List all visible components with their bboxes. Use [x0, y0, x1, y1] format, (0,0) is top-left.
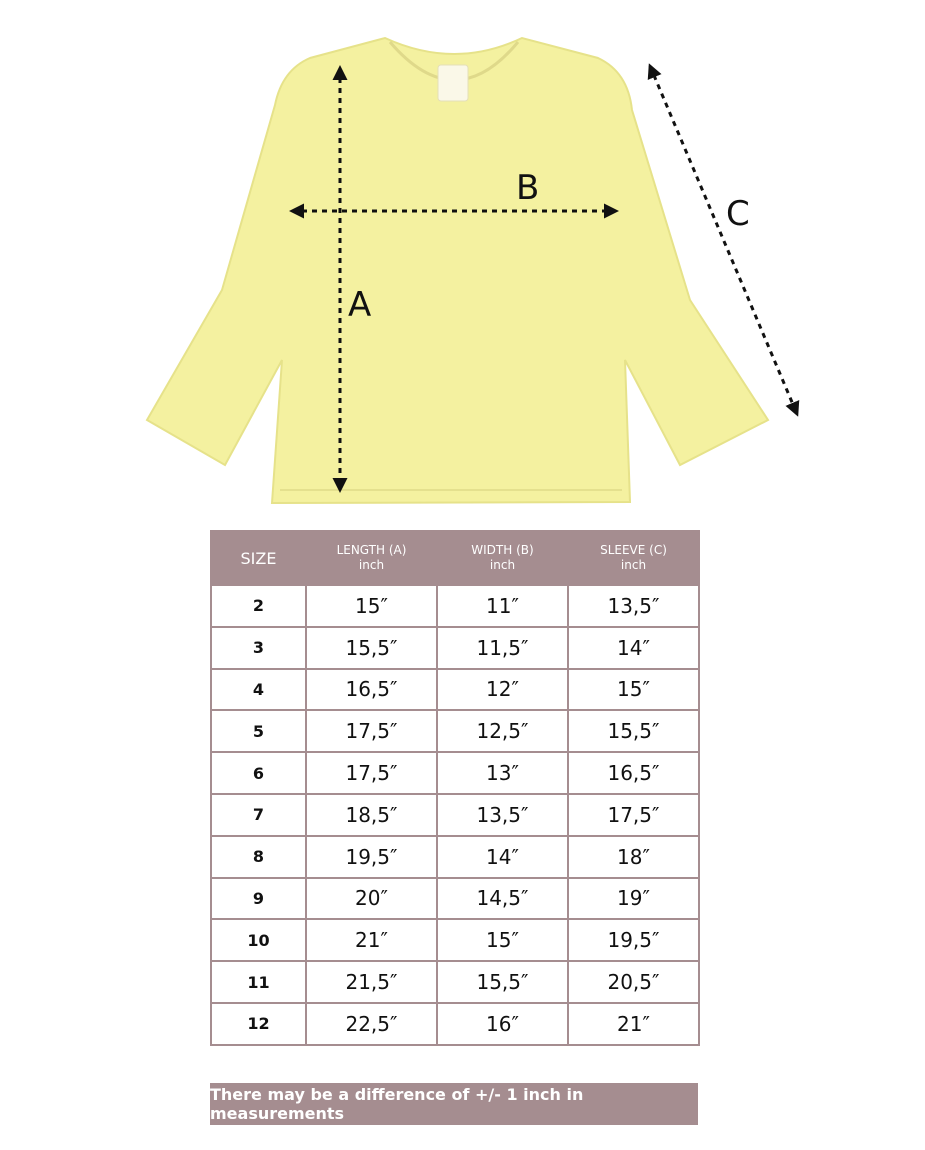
- length-cell: 17,5″: [306, 710, 437, 752]
- width-cell: 13,5″: [437, 794, 568, 836]
- table-header: [211, 531, 699, 585]
- size-cell: 7: [211, 794, 306, 836]
- size-cell: 2: [211, 585, 306, 627]
- tshirt-shape: [147, 38, 768, 503]
- size-cell: 12: [211, 1003, 306, 1045]
- sleeve-cell: 18″: [568, 836, 699, 878]
- length-cell: 22,5″: [306, 1003, 437, 1045]
- table-row: [211, 878, 699, 920]
- size-cell: 4: [211, 669, 306, 711]
- table-body: [211, 585, 699, 1045]
- size-cell: 5: [211, 710, 306, 752]
- sleeve-cell: 15″: [568, 669, 699, 711]
- sleeve-cell: 13,5″: [568, 585, 699, 627]
- table-row: [211, 794, 699, 836]
- size-cell: 11: [211, 961, 306, 1003]
- table-row: [211, 627, 699, 669]
- length-cell: 21,5″: [306, 961, 437, 1003]
- table-row: [211, 752, 699, 794]
- width-cell: 13″: [437, 752, 568, 794]
- table-row: [211, 1003, 699, 1045]
- width-cell: 14″: [437, 836, 568, 878]
- size-chart-table: [210, 530, 700, 1046]
- width-cell: 14,5″: [437, 878, 568, 920]
- length-cell: 18,5″: [306, 794, 437, 836]
- label-c: C: [726, 194, 750, 234]
- sleeve-cell: 19″: [568, 878, 699, 920]
- width-cell: 11″: [437, 585, 568, 627]
- length-cell: 19,5″: [306, 836, 437, 878]
- sleeve-cell: 16,5″: [568, 752, 699, 794]
- length-cell: 16,5″: [306, 669, 437, 711]
- header-width: WIDTH (B) inch: [437, 531, 568, 585]
- sleeve-cell: 14″: [568, 627, 699, 669]
- size-cell: 9: [211, 878, 306, 920]
- header-size: SIZE: [211, 531, 306, 585]
- sleeve-cell: 15,5″: [568, 710, 699, 752]
- label-b: B: [516, 168, 540, 208]
- table-row: [211, 919, 699, 961]
- table-row: [211, 585, 699, 627]
- size-cell: 10: [211, 919, 306, 961]
- tshirt-tag: [438, 65, 468, 101]
- measurement-disclaimer: There may be a difference of +/- 1 inch in measurements: [210, 1083, 698, 1125]
- size-cell: 8: [211, 836, 306, 878]
- width-cell: 16″: [437, 1003, 568, 1045]
- sleeve-cell: 19,5″: [568, 919, 699, 961]
- tshirt-illustration: [0, 0, 925, 520]
- width-cell: 15,5″: [437, 961, 568, 1003]
- table-row: [211, 710, 699, 752]
- size-cell: 3: [211, 627, 306, 669]
- label-a: A: [348, 285, 372, 325]
- width-cell: 12″: [437, 669, 568, 711]
- sleeve-cell: 20,5″: [568, 961, 699, 1003]
- header-sleeve: SLEEVE (C) inch: [568, 531, 699, 585]
- length-cell: 21″: [306, 919, 437, 961]
- length-cell: 20″: [306, 878, 437, 920]
- table-row: [211, 669, 699, 711]
- length-cell: 15″: [306, 585, 437, 627]
- size-cell: 6: [211, 752, 306, 794]
- width-cell: 12,5″: [437, 710, 568, 752]
- header-length: LENGTH (A) inch: [306, 531, 437, 585]
- width-cell: 15″: [437, 919, 568, 961]
- table-row: [211, 961, 699, 1003]
- length-cell: 15,5″: [306, 627, 437, 669]
- sleeve-cell: 21″: [568, 1003, 699, 1045]
- sleeve-cell: 17,5″: [568, 794, 699, 836]
- table-row: [211, 836, 699, 878]
- width-cell: 11,5″: [437, 627, 568, 669]
- length-cell: 17,5″: [306, 752, 437, 794]
